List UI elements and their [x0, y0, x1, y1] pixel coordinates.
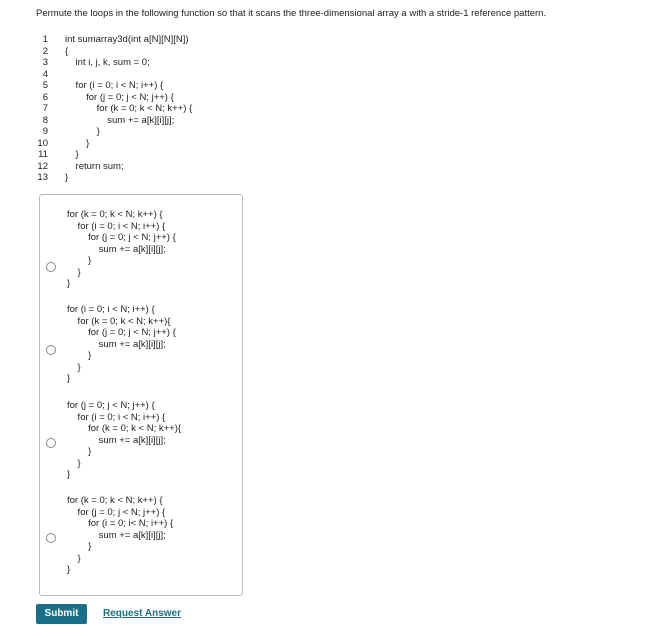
radio-button[interactable]	[46, 438, 56, 448]
line-number: 7	[42, 103, 48, 114]
code-line	[34, 57, 334, 69]
code-line	[34, 126, 334, 138]
code-listing	[34, 34, 334, 184]
option-code-line: }	[67, 469, 71, 480]
option-code-line: for (i = 0; i< N; i++) {	[67, 518, 174, 529]
option-code-line: for (j = 0; j < N; j++) {	[67, 400, 155, 411]
code-text: {	[65, 45, 69, 57]
line-number: 12	[37, 160, 48, 172]
option-code	[67, 400, 181, 481]
option-code	[67, 304, 176, 385]
code-line	[34, 149, 334, 161]
option-code-line: sum += a[k][i][j];	[67, 529, 166, 541]
option-code-line: for (i = 0; i < N; i++) {	[67, 304, 155, 315]
code-line	[34, 80, 334, 92]
code-line	[34, 138, 334, 150]
option-code-line: for (j = 0; j < N; j++) {	[67, 232, 176, 243]
code-line	[34, 34, 334, 46]
option-code-line: }	[67, 350, 92, 361]
option-code-line: }	[67, 361, 81, 373]
option-code-line: }	[67, 373, 71, 384]
line-number: 9	[42, 126, 48, 137]
option-code-line: }	[67, 255, 92, 266]
code-line	[34, 69, 334, 81]
code-text: for (k = 0; k < N; k++) {	[65, 103, 193, 114]
option-code-line: }	[67, 552, 81, 564]
option-code	[67, 209, 176, 290]
code-line	[34, 172, 334, 184]
line-number: 4	[42, 68, 48, 80]
code-text: for (i = 0; i < N; i++) {	[65, 80, 164, 91]
submit-button[interactable]: Submit	[36, 604, 87, 624]
option-code-line: }	[67, 541, 92, 552]
code-text: sum += a[k][i][j];	[65, 114, 175, 126]
option-code-line: for (k = 0; k < N; k++){	[67, 315, 171, 327]
radio-button[interactable]	[46, 262, 56, 272]
option-code-line: for (k = 0; k < N; k++) {	[67, 495, 163, 506]
option-code	[67, 495, 173, 576]
option-code-line: }	[67, 446, 92, 457]
code-line	[34, 46, 334, 58]
line-number: 1	[42, 34, 48, 45]
line-number: 13	[37, 172, 48, 183]
option-code-line: }	[67, 457, 81, 469]
option-code-line: }	[67, 278, 71, 289]
code-text: }	[65, 137, 90, 149]
option-code-line: for (i = 0; i < N; i++) {	[67, 411, 166, 423]
code-text: int i, j, k, sum = 0;	[65, 57, 150, 68]
code-text: }	[65, 149, 79, 160]
code-text: }	[65, 172, 69, 183]
code-text: }	[65, 126, 100, 137]
line-number: 11	[38, 149, 48, 160]
line-number: 3	[42, 57, 48, 68]
line-number: 2	[42, 45, 48, 57]
option-code-line: sum += a[k][i][j];	[67, 338, 166, 350]
line-number: 5	[42, 80, 48, 91]
option-code-line: for (j = 0; j < N; j++) {	[67, 327, 176, 338]
line-number: 10	[37, 137, 48, 149]
code-line	[34, 103, 334, 115]
option-code-line: sum += a[k][i][j];	[67, 434, 166, 446]
code-line	[34, 161, 334, 173]
option-code-line: for (k = 0; k < N; k++){	[67, 423, 182, 434]
option-code-line: for (j = 0; j < N; j++) {	[67, 506, 166, 518]
option-code-line: for (k = 0; k < N; k++) {	[67, 209, 163, 220]
code-text: for (j = 0; j < N; j++) {	[65, 91, 174, 103]
request-answer-link[interactable]: Request Answer	[103, 608, 181, 619]
line-number: 8	[42, 114, 48, 126]
code-line	[34, 92, 334, 104]
code-text: int sumarray3d(int a[N][N][N])	[65, 34, 189, 45]
code-line	[34, 115, 334, 127]
code-text: return sum;	[65, 160, 124, 172]
line-number: 6	[42, 91, 48, 103]
option-code-line: sum += a[k][i][j];	[67, 243, 166, 255]
answer-options	[39, 194, 243, 596]
option-code-line: }	[67, 564, 71, 575]
radio-button[interactable]	[46, 345, 56, 355]
question-text: Permute the loops in the following function so that it scans the three-dimensional array a with a stride-1 reference pattern.	[36, 8, 547, 19]
option-code-line: }	[67, 266, 81, 278]
option-code-line: for (i = 0; i < N; i++) {	[67, 220, 166, 232]
radio-button[interactable]	[46, 533, 56, 543]
